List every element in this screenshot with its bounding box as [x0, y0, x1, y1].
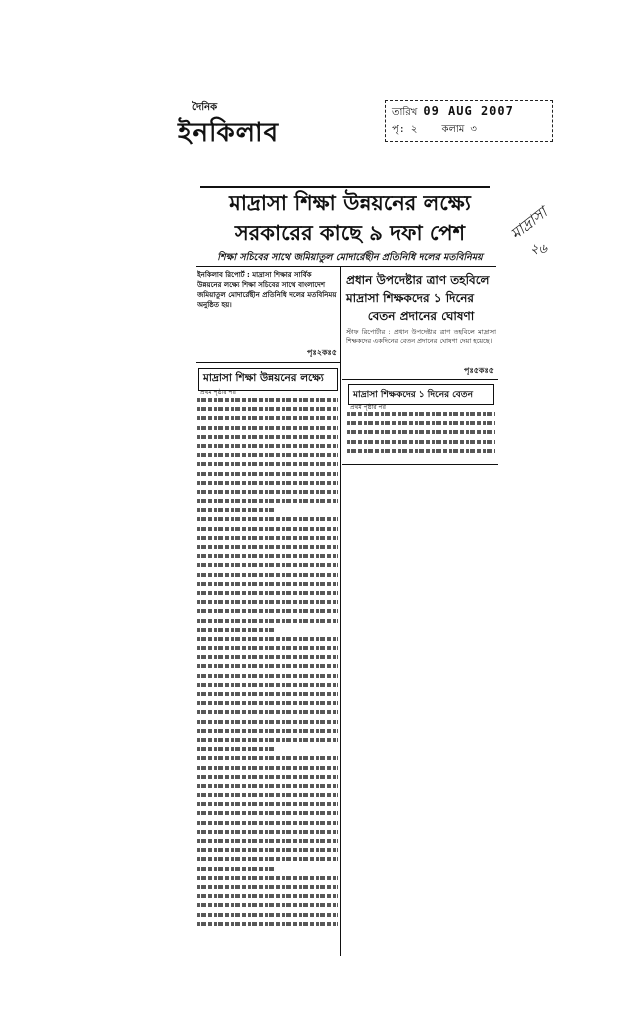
illegible-text-line [197, 407, 338, 411]
illegible-text-line [197, 499, 338, 503]
side-story-body: স্টাফ রিপোর্টার : প্রধান উপদেষ্টার ত্রাণ তহবিলে মাদ্রাসা শিক্ষকদের একদিনের বেতন প্রদানের ঘোষণা দেয়া হয়েছে। [346, 328, 496, 345]
illegible-text-line [197, 894, 338, 898]
illegible-text-line [347, 440, 495, 444]
side-headline-line1: প্রধান উপদেষ্টার ত্রাণ তহবিলে [346, 273, 490, 287]
side-continued-from: প্রথম পৃষ্ঠার পর [350, 404, 386, 411]
illegible-text-line [197, 609, 338, 613]
headline-rule [200, 186, 490, 188]
main-subheadline: শিক্ষা সচিবের সাথে জমিয়াতুল মোদার্রেছীন প্রতিনিধি দলের মতবিনিময় [217, 252, 483, 263]
illegible-text-line [197, 508, 275, 512]
side-continued-head: মাদ্রাসা শিক্ষকদের ১ দিনের বেতন [348, 384, 494, 405]
column-divider [340, 266, 341, 956]
column-number: ৩ [470, 124, 477, 135]
main-page-ref: পৃঃ২কঃ৫ [307, 348, 337, 357]
illegible-text-line [197, 582, 338, 586]
illegible-text-line [197, 784, 338, 788]
illegible-text-line [197, 600, 338, 604]
illegible-text-line [197, 710, 338, 714]
illegible-text-line [197, 885, 338, 889]
illegible-text-line [197, 729, 338, 733]
illegible-text-line [197, 462, 338, 466]
newspaper-masthead: ইনকিলাব [178, 118, 280, 148]
handwritten-number: ২৬ [530, 242, 547, 257]
main-continued-head: মাদ্রাসা শিক্ষা উন্নয়নের লক্ষ্যে [198, 368, 338, 391]
illegible-text-line [197, 766, 338, 770]
illegible-text-line [197, 646, 338, 650]
illegible-text-line [197, 563, 338, 567]
illegible-text-line [197, 490, 338, 494]
illegible-text-line [197, 775, 338, 779]
illegible-text-line [197, 416, 338, 420]
date-stamp-box [385, 100, 553, 142]
illegible-text-line [197, 435, 338, 439]
side-divider-top [342, 379, 498, 380]
illegible-text-line [197, 857, 338, 861]
illegible-text-line [197, 637, 338, 641]
main-continued-from: প্রথম পৃষ্ঠার পর [200, 389, 236, 396]
side-divider-bottom [342, 464, 498, 465]
illegible-text-line [197, 683, 338, 687]
main-headline-line1: মাদ্রাসা শিক্ষা উন্নয়নের লক্ষ্যে [229, 191, 471, 215]
illegible-text-line [197, 913, 338, 917]
illegible-text-line [197, 903, 338, 907]
illegible-text-line [197, 517, 338, 521]
illegible-text-line [197, 545, 338, 549]
illegible-text-line [197, 922, 338, 926]
illegible-text-line [197, 747, 275, 751]
illegible-text-line [197, 398, 338, 402]
side-continued-body [347, 412, 495, 462]
illegible-text-line [197, 536, 338, 540]
main-headline-line2: সরকারের কাছে ৯ দফা পেশ [234, 221, 466, 245]
masthead-label: দৈনিক [192, 102, 218, 113]
side-headline-line2: মাদ্রাসা শিক্ষকদের ১ দিনের [346, 291, 475, 305]
illegible-text-line [197, 821, 338, 825]
illegible-text-line [197, 839, 338, 843]
illegible-text-line [197, 444, 338, 448]
illegible-text-line [347, 421, 495, 425]
page-label: পৃ: [392, 124, 405, 135]
illegible-text-line [197, 756, 338, 760]
illegible-text-line [197, 867, 275, 871]
illegible-text-line [197, 655, 338, 659]
illegible-text-line [197, 628, 275, 632]
illegible-text-line [197, 811, 338, 815]
subhead-rule [196, 266, 496, 267]
illegible-text-line [197, 692, 338, 696]
side-headline-line3: বেতন প্রদানের ঘোষণা [367, 309, 475, 323]
illegible-text-line [197, 793, 338, 797]
illegible-text-line [197, 554, 338, 558]
date-value: 09 AUG 2007 [423, 104, 514, 118]
main-story-lead: ইনকিলাব রিপোর্ট : মাদ্রাসা শিক্ষার সার্বিক উন্নয়নের লক্ষ্যে শিক্ষা সচিবের সাথে বাংলাদেশ জমিয়াতুল মোদার্রেছীন প্রতিনিধি দলের মতবিনিময় অনুষ্ঠিত হয়। [197, 271, 337, 309]
illegible-text-line [197, 802, 338, 806]
illegible-text-line [197, 848, 338, 852]
page-number: ২ [410, 124, 418, 135]
side-page-ref: পৃঃ৫কঃ৫ [464, 366, 494, 375]
illegible-text-line [197, 720, 338, 724]
illegible-text-line [197, 876, 338, 880]
illegible-text-line [197, 426, 338, 430]
jump-rule [196, 362, 340, 363]
illegible-text-line [197, 674, 338, 678]
illegible-text-line [197, 472, 338, 476]
illegible-text-line [197, 701, 338, 705]
illegible-text-line [197, 591, 338, 595]
illegible-text-line [197, 738, 338, 742]
handwritten-note: মাদ্রাসা [507, 203, 551, 244]
illegible-text-line [197, 453, 338, 457]
illegible-text-line [197, 664, 338, 668]
illegible-text-line [197, 573, 338, 577]
illegible-text-line [197, 481, 338, 485]
illegible-text-line [197, 830, 338, 834]
date-label: তারিখ [392, 107, 418, 118]
main-story-body [197, 398, 338, 943]
illegible-text-line [347, 449, 495, 453]
illegible-text-line [197, 527, 338, 531]
illegible-text-line [347, 412, 495, 416]
illegible-text-line [347, 430, 495, 434]
illegible-text-line [197, 619, 338, 623]
column-label: কলাম [441, 124, 465, 135]
